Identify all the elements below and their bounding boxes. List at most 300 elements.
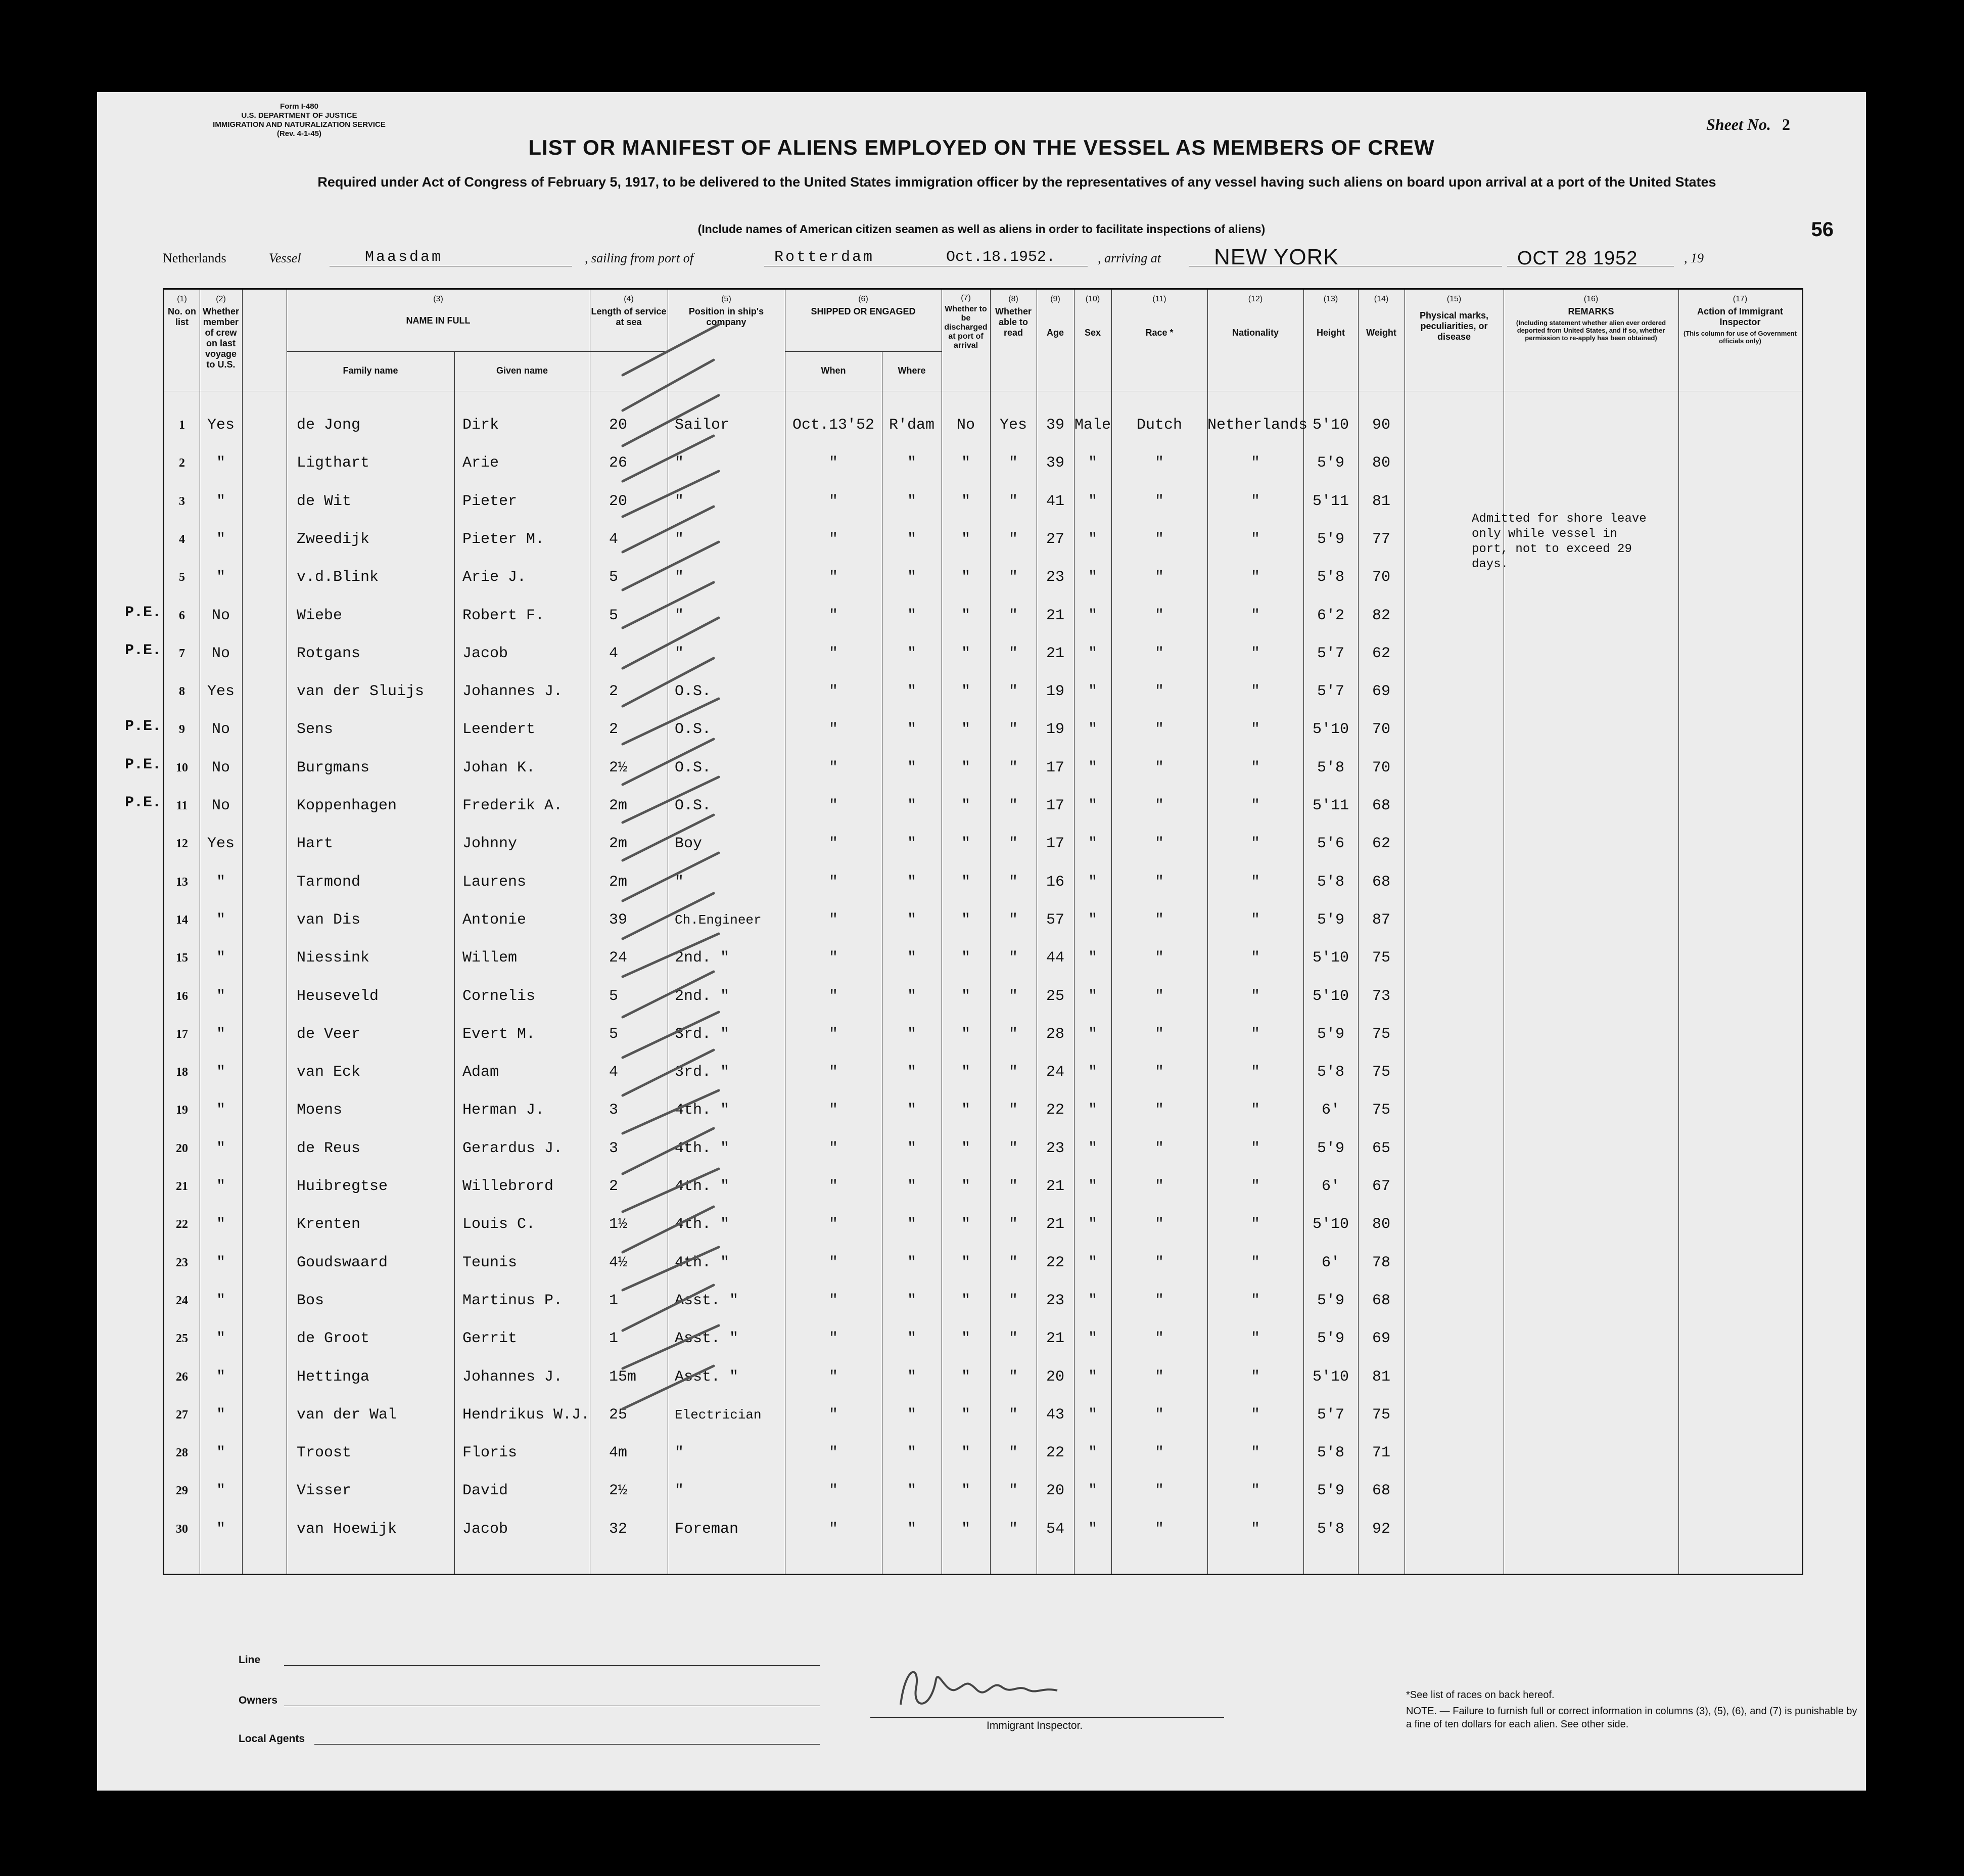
cell-age: 22: [1046, 1444, 1064, 1462]
departure-port: Rotterdam: [774, 249, 875, 266]
cell-height: 5'11: [1312, 797, 1349, 814]
cell-position: 2nd. ": [675, 949, 730, 967]
cell-discharged: ": [961, 1025, 970, 1043]
header-nationality: (12) Nationality: [1232, 295, 1279, 338]
cell-shipped-when: ": [828, 835, 838, 853]
header-sex: (10) Sex: [1084, 295, 1101, 338]
cell-prev-voyage: No: [211, 645, 230, 662]
cell-shipped-when: ": [828, 1178, 838, 1195]
cell-service-length: 2m: [609, 797, 628, 814]
cell-able-to-read: ": [1008, 1520, 1018, 1538]
cell-shipped-where: ": [907, 1064, 916, 1081]
cell-prev-voyage: ": [216, 454, 225, 472]
penalty-note: NOTE. — Failure to furnish full or correct information in columns (3), (5), (6), and (7) is punishable by a fine of ten dollars for each alien. See other side.: [1406, 1706, 1857, 1730]
cell-list-number: 3: [179, 494, 185, 508]
cell-list-number: 19: [176, 1104, 188, 1117]
cell-height: 5'8: [1317, 569, 1344, 586]
cell-family-name: Goudswaard: [297, 1254, 388, 1271]
cell-prev-voyage: ": [216, 1520, 225, 1538]
cell-list-number: 24: [176, 1294, 188, 1307]
cell-list-number: 6: [179, 609, 185, 622]
cell-discharged: ": [961, 1178, 970, 1195]
cell-race: ": [1154, 949, 1164, 967]
header-inspector-action: (17) Action of Immigrant Inspector (This column for use of Government officials only): [1684, 295, 1797, 345]
cell-shipped-where: ": [907, 1330, 916, 1348]
cell-weight: 70: [1372, 759, 1390, 776]
cell-height: 5'9: [1317, 454, 1344, 472]
cell-position: Sailor: [675, 417, 730, 434]
cell-weight: 69: [1372, 1330, 1390, 1348]
cell-age: 17: [1046, 797, 1064, 814]
cell-prev-voyage: ": [216, 569, 225, 586]
cell-position: O.S.: [675, 721, 712, 739]
cell-position: 4th. ": [675, 1254, 730, 1271]
cell-height: 5'11: [1312, 492, 1349, 510]
cell-given-name: Teunis: [462, 1254, 518, 1271]
cell-nationality: ": [1250, 873, 1260, 891]
pe-mark: P.E.: [125, 756, 162, 773]
cell-given-name: Martinus P.: [462, 1292, 563, 1309]
cell-given-name: Robert F.: [462, 607, 545, 624]
cell-given-name: Evert M.: [462, 1025, 536, 1043]
cell-race: ": [1154, 569, 1164, 586]
cell-list-number: 25: [176, 1332, 188, 1346]
cell-list-number: 20: [176, 1141, 188, 1155]
cell-sex: ": [1088, 1482, 1097, 1500]
cell-service-length: 20: [609, 492, 628, 510]
header-read: (8) Whether able to read: [995, 295, 1032, 338]
cell-family-name: Burgmans: [297, 759, 370, 776]
cell-sex: ": [1088, 1025, 1097, 1043]
cell-weight: 82: [1372, 607, 1390, 624]
vessel-name: Maasdam: [365, 249, 443, 266]
cell-shipped-where: ": [907, 873, 916, 891]
cell-weight: 80: [1372, 454, 1390, 472]
cell-age: 57: [1046, 911, 1064, 929]
page-subtitle: Required under Act of Congress of February 5, 1917, to be delivered to the United States immigration officer by the representatives of any vessel having such aliens on board upon arrival at a port of the United States: [317, 174, 1716, 190]
cell-discharged: ": [961, 759, 970, 776]
inspector-signature-line: [870, 1717, 1224, 1718]
cell-race: ": [1154, 1482, 1164, 1500]
header-height: (13) Height: [1317, 295, 1345, 338]
cell-sex: ": [1088, 835, 1097, 853]
cell-family-name: Ligthart: [297, 454, 370, 472]
cell-able-to-read: ": [1008, 1139, 1018, 1157]
cell-race: ": [1154, 1406, 1164, 1424]
cell-shipped-where: ": [907, 949, 916, 967]
cell-list-number: 30: [176, 1522, 188, 1536]
cell-sex: ": [1088, 1216, 1097, 1233]
cell-position: ": [675, 492, 684, 510]
cell-shipped-where: ": [907, 1254, 916, 1271]
cell-position: Electrician: [675, 1407, 762, 1423]
cell-able-to-read: ": [1008, 759, 1018, 776]
cell-service-length: 2m: [609, 873, 628, 891]
cell-shipped-where: ": [907, 607, 916, 624]
cell-prev-voyage: ": [216, 1139, 225, 1157]
cell-height: 5'8: [1317, 1520, 1344, 1538]
cell-age: 39: [1046, 454, 1064, 472]
cell-list-number: 18: [176, 1066, 188, 1079]
cell-weight: 75: [1372, 1406, 1390, 1424]
punch-hole: [57, 132, 83, 159]
cell-shipped-where: ": [907, 645, 916, 662]
cell-list-number: 2: [179, 456, 185, 470]
cell-shipped-when: ": [828, 1102, 838, 1119]
cell-height: 5'9: [1317, 1025, 1344, 1043]
cell-race: ": [1154, 645, 1164, 662]
cell-sex: ": [1088, 1102, 1097, 1119]
cell-list-number: 8: [179, 685, 185, 699]
cell-age: 21: [1046, 1216, 1064, 1233]
cell-service-length: 1½: [609, 1216, 628, 1233]
cell-race: ": [1154, 1368, 1164, 1386]
cell-weight: 71: [1372, 1444, 1390, 1462]
cell-weight: 68: [1372, 1482, 1390, 1500]
cell-sex: ": [1088, 492, 1097, 510]
cell-sex: ": [1088, 911, 1097, 929]
cell-race: ": [1154, 987, 1164, 1005]
cell-sex: ": [1088, 1139, 1097, 1157]
cell-shipped-where: ": [907, 987, 916, 1005]
sail-date: Oct.18.1952.: [946, 249, 1056, 266]
cell-discharged: ": [961, 1216, 970, 1233]
cell-weight: 87: [1372, 911, 1390, 929]
cell-shipped-where: ": [907, 1482, 916, 1500]
cell-height: 5'7: [1317, 645, 1344, 662]
cell-age: 54: [1046, 1520, 1064, 1538]
cell-weight: 81: [1372, 1368, 1390, 1386]
cell-able-to-read: ": [1008, 1292, 1018, 1309]
cell-race: ": [1154, 530, 1164, 548]
form-header: [168, 102, 431, 139]
cell-family-name: de Groot: [297, 1330, 370, 1348]
header-list-no: (1) No. on list: [168, 295, 196, 327]
cell-family-name: van Hoewijk: [297, 1520, 397, 1538]
cell-race: ": [1154, 607, 1164, 624]
cell-able-to-read: ": [1008, 873, 1018, 891]
cell-discharged: ": [961, 1444, 970, 1462]
cell-service-length: 4: [609, 1064, 619, 1081]
cell-shipped-when: ": [828, 607, 838, 624]
header-shipped: (6) SHIPPED OR ENGAGED: [811, 295, 916, 316]
cell-prev-voyage: Yes: [207, 683, 235, 701]
cell-service-length: 2: [609, 1178, 619, 1195]
cell-list-number: 23: [176, 1256, 188, 1269]
cell-discharged: ": [961, 569, 970, 586]
cell-family-name: Heuseveld: [297, 987, 379, 1005]
cell-prev-voyage: ": [216, 949, 225, 967]
cell-nationality: ": [1250, 1444, 1260, 1462]
cell-height: 6'2: [1317, 607, 1344, 624]
cell-prev-voyage: ": [216, 873, 225, 891]
cell-weight: 73: [1372, 987, 1390, 1005]
cell-able-to-read: ": [1008, 1216, 1018, 1233]
cell-prev-voyage: ": [216, 1406, 225, 1424]
cell-position: 4th. ": [675, 1139, 730, 1157]
punch-hole: [57, 1118, 83, 1145]
header-race: (11) Race *: [1145, 295, 1174, 338]
column-divider: [454, 351, 455, 1574]
cell-height: 5'6: [1317, 835, 1344, 853]
cell-race: ": [1154, 1139, 1164, 1157]
cell-able-to-read: Yes: [999, 417, 1027, 434]
cell-race: ": [1154, 1102, 1164, 1119]
cell-family-name: Visser: [297, 1482, 352, 1500]
cell-family-name: v.d.Blink: [297, 569, 379, 586]
cell-service-length: 32: [609, 1520, 628, 1538]
cell-sex: ": [1088, 683, 1097, 701]
vessel-label: Vessel: [269, 251, 301, 265]
cell-given-name: Pieter: [462, 492, 518, 510]
cell-discharged: ": [961, 797, 970, 814]
sailing-label: , sailing from port of: [585, 251, 694, 265]
cell-height: 5'9: [1317, 911, 1344, 929]
cell-shipped-when: ": [828, 454, 838, 472]
cell-discharged: No: [956, 417, 975, 434]
cell-age: 24: [1046, 1064, 1064, 1081]
cell-given-name: Johan K.: [462, 759, 536, 776]
cell-prev-voyage: ": [216, 492, 225, 510]
cell-nationality: ": [1250, 987, 1260, 1005]
cell-shipped-when: ": [828, 1292, 838, 1309]
cell-discharged: ": [961, 1102, 970, 1119]
cell-shipped-where: ": [907, 454, 916, 472]
cell-able-to-read: ": [1008, 1178, 1018, 1195]
cell-age: 17: [1046, 759, 1064, 776]
cell-age: 22: [1046, 1254, 1064, 1271]
cell-position: O.S.: [675, 683, 712, 701]
cell-family-name: Hart: [297, 835, 334, 853]
cell-position: 4th. ": [675, 1216, 730, 1233]
cell-nationality: ": [1250, 1482, 1260, 1500]
cell-shipped-where: ": [907, 797, 916, 814]
cell-weight: 62: [1372, 645, 1390, 662]
cell-given-name: Johnny: [462, 835, 518, 853]
cell-service-length: 5: [609, 1025, 619, 1043]
cell-list-number: 13: [176, 875, 188, 889]
header-family-name: Family name: [343, 365, 398, 376]
cell-shipped-where: R'dam: [889, 417, 934, 434]
cell-given-name: Willebrord: [462, 1178, 554, 1195]
cell-prev-voyage: ": [216, 1330, 225, 1348]
cell-prev-voyage: ": [216, 1064, 225, 1081]
cell-height: 5'9: [1317, 1292, 1344, 1309]
cell-family-name: van der Sluijs: [297, 683, 425, 701]
cell-discharged: ": [961, 835, 970, 853]
cell-able-to-read: ": [1008, 1064, 1018, 1081]
cell-given-name: Johannes J.: [462, 1368, 563, 1386]
cell-able-to-read: ": [1008, 607, 1018, 624]
cell-race: ": [1154, 1520, 1164, 1538]
cell-prev-voyage: ": [216, 1368, 225, 1386]
cell-able-to-read: ": [1008, 454, 1018, 472]
cell-given-name: Arie J.: [462, 569, 527, 586]
cell-prev-voyage: No: [211, 607, 230, 624]
cell-family-name: Wiebe: [297, 607, 343, 624]
cell-given-name: Willem: [462, 949, 518, 967]
stamp-number: 56: [1811, 218, 1834, 241]
cell-able-to-read: ": [1008, 797, 1018, 814]
race-note: *See list of races on back hereof.: [1406, 1689, 1555, 1701]
cell-race: ": [1154, 1330, 1164, 1348]
cell-weight: 75: [1372, 949, 1390, 967]
cell-given-name: Arie: [462, 454, 499, 472]
cell-able-to-read: ": [1008, 1406, 1018, 1424]
header-when: When: [821, 365, 846, 376]
cell-race: ": [1154, 1025, 1164, 1043]
cell-position: Asst. ": [675, 1368, 739, 1386]
cell-shipped-where: ": [907, 911, 916, 929]
punch-hole: [57, 1457, 83, 1483]
footer: [163, 1619, 1857, 1770]
inspector-label: Immigrant Inspector.: [987, 1720, 1083, 1731]
cell-position: ": [675, 1482, 684, 1500]
cell-shipped-when: ": [828, 1330, 838, 1348]
cell-given-name: David: [462, 1482, 508, 1500]
cell-age: 19: [1046, 721, 1064, 739]
cell-list-number: 16: [176, 989, 188, 1003]
cell-race: ": [1154, 492, 1164, 510]
cell-nationality: ": [1250, 1102, 1260, 1119]
cell-shipped-when: ": [828, 1482, 838, 1500]
cell-able-to-read: ": [1008, 569, 1018, 586]
cell-height: 5'8: [1317, 759, 1344, 776]
cell-prev-voyage: ": [216, 987, 225, 1005]
cell-given-name: Leendert: [462, 721, 536, 739]
cell-nationality: ": [1250, 492, 1260, 510]
cell-discharged: ": [961, 645, 970, 662]
cell-given-name: Laurens: [462, 873, 527, 891]
header-name: (3) NAME IN FULL: [406, 295, 471, 326]
header-prev-voyage: (2) Whether member of crew on last voyage to U.S.: [203, 295, 239, 370]
cell-discharged: ": [961, 949, 970, 967]
cell-family-name: Moens: [297, 1102, 343, 1119]
cell-weight: 67: [1372, 1178, 1390, 1195]
cell-list-number: 17: [176, 1027, 188, 1041]
cell-list-number: 29: [176, 1484, 188, 1498]
pe-mark: P.E.: [125, 642, 162, 659]
arrival-port: NEW YORK: [1214, 245, 1339, 269]
cell-shipped-where: ": [907, 1216, 916, 1233]
cell-sex: ": [1088, 873, 1097, 891]
cell-age: 17: [1046, 835, 1064, 853]
cell-height: 5'10: [1312, 949, 1349, 967]
cell-position: 2nd. ": [675, 987, 730, 1005]
page-title: LIST OR MANIFEST OF ALIENS EMPLOYED ON THE VESSEL AS MEMBERS OF CREW: [528, 135, 1435, 159]
cell-height: 5'10: [1312, 987, 1349, 1005]
cell-sex: ": [1088, 1520, 1097, 1538]
cell-given-name: Frederik A.: [462, 797, 563, 814]
cell-sex: ": [1088, 1254, 1097, 1271]
cell-nationality: ": [1250, 1139, 1260, 1157]
cell-prev-voyage: ": [216, 1102, 225, 1119]
cell-weight: 75: [1372, 1102, 1390, 1119]
pe-mark: P.E.: [125, 604, 162, 621]
cell-family-name: Rotgans: [297, 645, 361, 662]
cell-prev-voyage: ": [216, 1482, 225, 1500]
cell-able-to-read: ": [1008, 1102, 1018, 1119]
cell-given-name: Floris: [462, 1444, 518, 1462]
line-field: [284, 1665, 820, 1666]
header-remarks: (16) REMARKS (Including statement whether alien ever ordered deported from United States, and if so, whether permission to re-apply has been obtained): [1516, 295, 1666, 342]
cell-family-name: Krenten: [297, 1216, 361, 1233]
cell-family-name: de Jong: [297, 417, 361, 434]
cell-shipped-when: ": [828, 645, 838, 662]
cell-nationality: Netherlands: [1207, 417, 1308, 434]
form-department: U.S. DEPARTMENT OF JUSTICE: [241, 111, 357, 120]
cell-weight: 78: [1372, 1254, 1390, 1271]
cell-given-name: Antonie: [462, 911, 527, 929]
cell-given-name: Cornelis: [462, 987, 536, 1005]
cell-weight: 68: [1372, 797, 1390, 814]
cell-age: 39: [1046, 417, 1064, 434]
cell-discharged: ": [961, 1482, 970, 1500]
cell-able-to-read: ": [1008, 1254, 1018, 1271]
cell-race: ": [1154, 797, 1164, 814]
cell-nationality: ": [1250, 1406, 1260, 1424]
cell-sex: ": [1088, 645, 1097, 662]
cell-service-length: 2½: [609, 759, 628, 776]
cell-shipped-where: ": [907, 1025, 916, 1043]
cell-position: Asst. ": [675, 1292, 739, 1309]
cell-shipped-when: ": [828, 987, 838, 1005]
cell-race: ": [1154, 835, 1164, 853]
cell-race: ": [1154, 911, 1164, 929]
cell-sex: ": [1088, 759, 1097, 776]
cell-position: ": [675, 607, 684, 624]
cell-service-length: 20: [609, 417, 628, 434]
cell-race: ": [1154, 1064, 1164, 1081]
cell-given-name: Louis C.: [462, 1216, 536, 1233]
cell-family-name: Zweedijk: [297, 530, 370, 548]
cell-race: Dutch: [1136, 417, 1182, 434]
cell-position: Boy: [675, 835, 703, 853]
cell-list-number: 21: [176, 1180, 188, 1193]
cell-prev-voyage: ": [216, 1178, 225, 1195]
cell-nationality: ": [1250, 454, 1260, 472]
cell-nationality: ": [1250, 911, 1260, 929]
cell-weight: 77: [1372, 530, 1390, 548]
pe-mark: P.E.: [125, 794, 162, 811]
cell-shipped-where: ": [907, 1102, 916, 1119]
cell-height: 5'9: [1317, 1330, 1344, 1348]
arriving-label: , arriving at: [1098, 251, 1161, 265]
cell-age: 20: [1046, 1368, 1064, 1386]
cell-age: 43: [1046, 1406, 1064, 1424]
line-label: Line: [239, 1654, 261, 1666]
cell-discharged: ": [961, 530, 970, 548]
cell-nationality: ": [1250, 1330, 1260, 1348]
cell-shipped-where: ": [907, 683, 916, 701]
cell-family-name: Huibregtse: [297, 1178, 388, 1195]
cell-service-length: 4: [609, 645, 619, 662]
cell-shipped-when: ": [828, 1025, 838, 1043]
cell-sex: ": [1088, 721, 1097, 739]
cell-age: 23: [1046, 569, 1064, 586]
cell-list-number: 12: [176, 837, 188, 851]
cell-height: 5'10: [1312, 1216, 1349, 1233]
cell-discharged: ": [961, 607, 970, 624]
cell-shipped-where: ": [907, 530, 916, 548]
cell-discharged: ": [961, 873, 970, 891]
cell-able-to-read: ": [1008, 530, 1018, 548]
cell-height: 5'9: [1317, 1482, 1344, 1500]
cell-shipped-when: ": [828, 949, 838, 967]
header-divider: [785, 351, 942, 352]
cell-height: 5'10: [1312, 417, 1349, 434]
cell-given-name: Jacob: [462, 645, 508, 662]
